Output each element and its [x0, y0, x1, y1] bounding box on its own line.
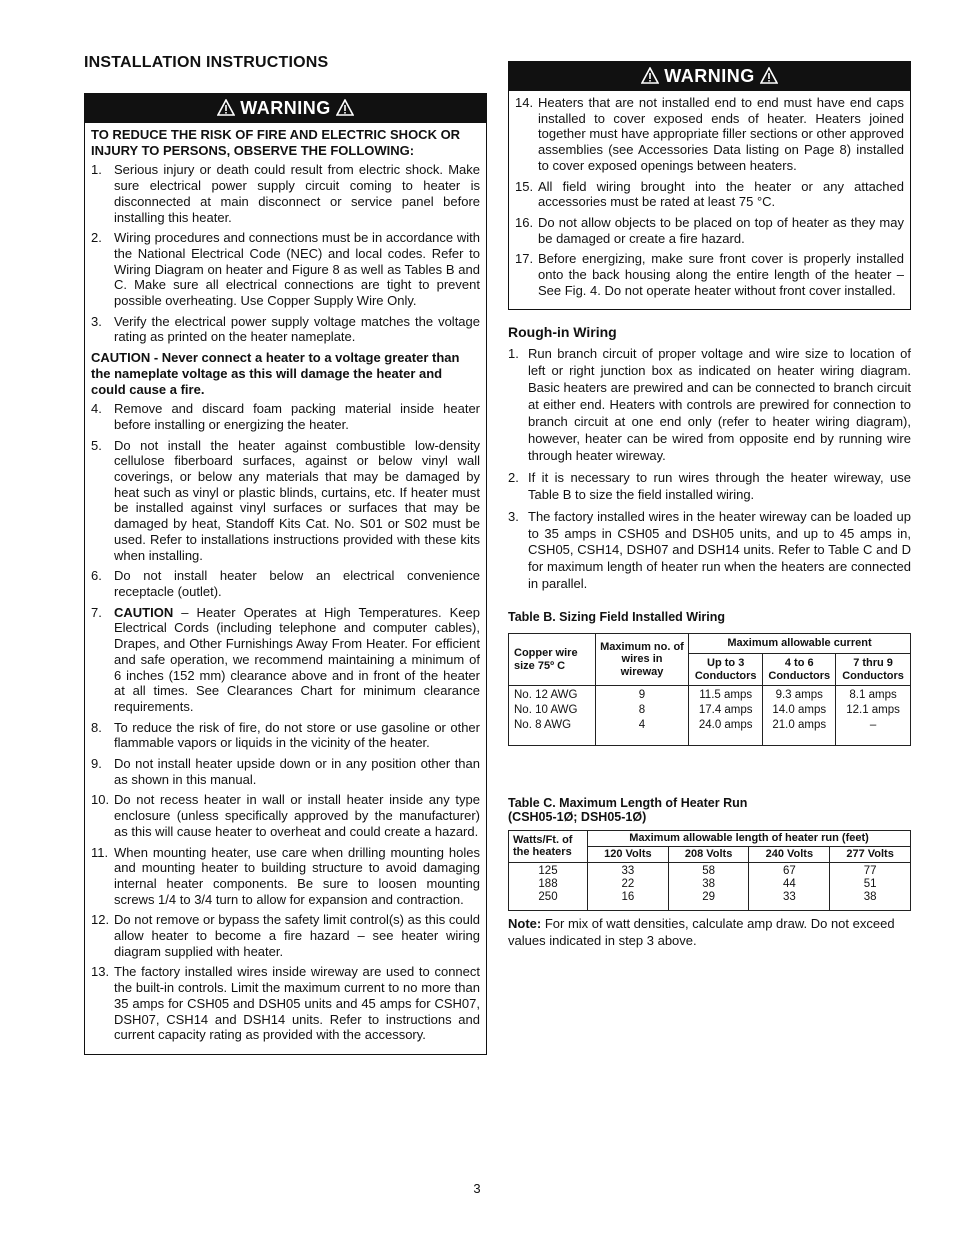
list-item: 3. Verify the electrical power supply voltage matches the voltage rating as printed on the heater nameplate. — [91, 313, 480, 345]
table-c — [508, 830, 911, 911]
right-column — [508, 61, 911, 949]
list-item: 1. Serious injury or death could result from electric shock. Make sure electrical power supply circuit coming to heater is disconnected at main disconnect or service panel before installing this heater. — [91, 162, 480, 225]
list-item: 14. Heaters that are not installed end to end must have end caps installed to cover exposed ends of heater. Heaters joined together must have appropriate filler sections or other approved assemblies (see Accessories Data listing on Page 8) installed to cover exposed openings between heaters. — [515, 95, 904, 173]
table-header: Copper wire size 75º C — [509, 634, 596, 686]
warning-triangle-icon — [217, 99, 235, 116]
warning-triangle-icon — [336, 99, 354, 116]
table-header: 240 Volts — [749, 847, 830, 863]
list-item: 9. Do not install heater upside down or in any position other than as shown in this manual. — [91, 756, 480, 787]
list-item: 11. When mounting heater, use care when drilling mounting holes and mounting heater to building structure to avoid damaging internal heater components. Be sure to loosen mounting screws 1/4 to 3/4 turn to allow for expansion and contraction. — [91, 844, 480, 907]
table-header: 4 to 6 Conductors — [763, 654, 836, 686]
left-warning-body — [85, 123, 486, 1054]
table-c-note: Note: For mix of watt densities, calculate amp draw. Do not exceed values indicated in step 3 above. — [508, 915, 895, 948]
right-warning-body — [509, 91, 910, 309]
table-header: Maximum no. of wires in wireway — [596, 634, 689, 686]
page-title: INSTALLATION INSTRUCTIONS — [84, 54, 329, 71]
list-item: 8. To reduce the risk of fire, do not store or use gasoline or other flammable vapors or liquids in the vicinity of the heater. — [91, 719, 480, 751]
list-item: 10. Do not recess heater in wall or install heater inside any type enclosure (unless specifically approved by the manufacturer) as this will cause heater to overheat and could create a hazard. — [91, 792, 480, 839]
page-number: 3 — [473, 1181, 481, 1196]
warning-triangle-icon — [641, 67, 659, 84]
table-header: 120 Volts — [588, 847, 669, 863]
table-c-caption: Table C. Maximum Length of Heater Run (CSH05-1Ø; DSH05-1Ø) — [508, 796, 748, 825]
warning-header — [509, 62, 910, 91]
list-item: 7. CAUTION – Heater Operates at High Temperatures. Keep Electrical Cords (including telephone and computer cables), Drapes, and Other Furnishings Away From Heater. For efficient and safe operation, we recommend maintaining a minimum of 6 inches (152 mm) clearance above and in front of the heater at all times. See Clearances Chart for minimum clearance requirements. — [91, 604, 480, 714]
list-item: 13. The factory installed wires inside wireway are used to connect the built-in controls. Limit the maximum current to no more than 35 amps for CSH05 and DSH05 units and 45 amps for CSH07, DSH07, CSH14 and DSH14 units. Refer to instructions and current capacity rating as provided with the accessory. — [91, 964, 480, 1043]
item7-caution: CAUTION — [114, 604, 174, 620]
list-item: 16. Do not allow objects to be placed on top of heater as they may be damaged or create a fire hazard. — [515, 214, 904, 246]
warning-list-a — [91, 162, 480, 345]
list-item: 3. The factory installed wires in the heater wireway can be loaded up to 35 amps in CSH05 and DSH05 units, and up to 45 amps in, CSH05, CSH14, DSH07 and DSH14 units. Refer to Table C and D for maximum length of heater run when the heaters are connected in parallel. — [508, 508, 911, 592]
warning-label: WARNING — [664, 66, 755, 86]
list-item: 6. Do not install heater below an electrical convenience receptacle (outlet). — [91, 568, 480, 599]
list-item: 1. Run branch circuit of proper voltage and wire size to location of left or right junction box as indicated on heater wiring diagram. Basic heaters are prewired and can be connected to branch circuit at either end. Heaters with controls are prewired for connection to branch circuit at one end only (refer to heater wiring diagram), however, heater can be wired from opposite end by running wire through heater wireway. — [508, 346, 911, 463]
table-b-caption: Table B. Sizing Field Installed Wiring — [508, 610, 726, 625]
table-b — [508, 633, 911, 746]
warning-lead: TO REDUCE THE RISK OF FIRE AND ELECTRIC SHOCK OR INJURY TO PERSONS, OBSERVE THE FOLLOWING: — [91, 127, 461, 158]
list-item: 17. Before energizing, make sure front cover is properly installed onto the back housing along the entire length of the heater – See Fig. 4. Do not operate heater without front cover installed. — [515, 251, 904, 298]
table-header: Up to 3 Conductors — [689, 654, 763, 686]
warning-label: WARNING — [240, 98, 331, 118]
table-header: Watts/Ft. of the heaters — [509, 831, 588, 863]
list-item: 15. All field wiring brought into the heater or any attached accessories must be rated at least 75 °C. — [515, 178, 904, 210]
rough-in-list — [508, 346, 911, 593]
table-row: 125 188 250 33 22 16 58 38 29 67 44 33 77 51 38 — [509, 862, 911, 910]
list-item: 4. Remove and discard foam packing material inside heater before installing or energizing the heater. — [91, 401, 480, 432]
table-header: 208 Volts — [668, 847, 749, 863]
table-header: Maximum allowable current — [689, 634, 911, 654]
list-item: 2. Wiring procedures and connections must be in accordance with the National Electrical Code (NEC) and local codes. Refer to Wiring Diagram on heater and Figure 8 as well as Tables B and C. Make sure all electrical connections are tight to prevent possible overheating. Use Copper Supply Wire Only. — [91, 230, 480, 309]
table-row: No. 12 AWG No. 10 AWG No. 8 AWG 9 8 4 11.5 amps 17.4 amps 24.0 amps 9.3 amps 14.0 amps 21.0 amps 8.1 amps 12.1 amps – — [509, 686, 911, 746]
left-warning-box — [84, 93, 487, 1055]
list-item: 2. If it is necessary to run wires through the heater wireway, use Table B to size the field installed wiring. — [508, 469, 911, 502]
rough-in-heading: Rough-in Wiring — [508, 324, 617, 341]
table-header: 277 Volts — [830, 847, 911, 863]
left-column — [84, 54, 487, 1055]
warning-header — [85, 94, 486, 123]
list-item: 5. Do not install the heater against combustible low-density cellulose fiberboard surfaces, against or below vinyl wall coverings, or below any materials that may be damaged by heat such as vinyl or plastic blinds, curtains, etc. If heater must be installed against vinyl surfaces or surfaces that may be damaged by heat, Standoff Kits Cat. No. S01 or S02 must be used. Refer to installations instructions provided with these kits when installing. — [91, 437, 480, 563]
list-item: 12. Do not remove or bypass the safety limit control(s) as this could allow heater to become a fire hazard – see heater wiring diagram supplied with heater. — [91, 912, 480, 959]
table-header: Maximum allowable length of heater run (feet) — [588, 831, 911, 847]
warning-list-b — [91, 401, 480, 1043]
table-header: 7 thru 9 Conductors — [836, 654, 911, 686]
warning-triangle-icon — [760, 67, 778, 84]
warning-list-right — [515, 95, 904, 298]
caution-notice: CAUTION - Never connect a heater to a voltage greater than the nameplate voltage as this will damage the heater and could cause a fire. — [91, 350, 460, 397]
right-warning-box — [508, 61, 911, 310]
